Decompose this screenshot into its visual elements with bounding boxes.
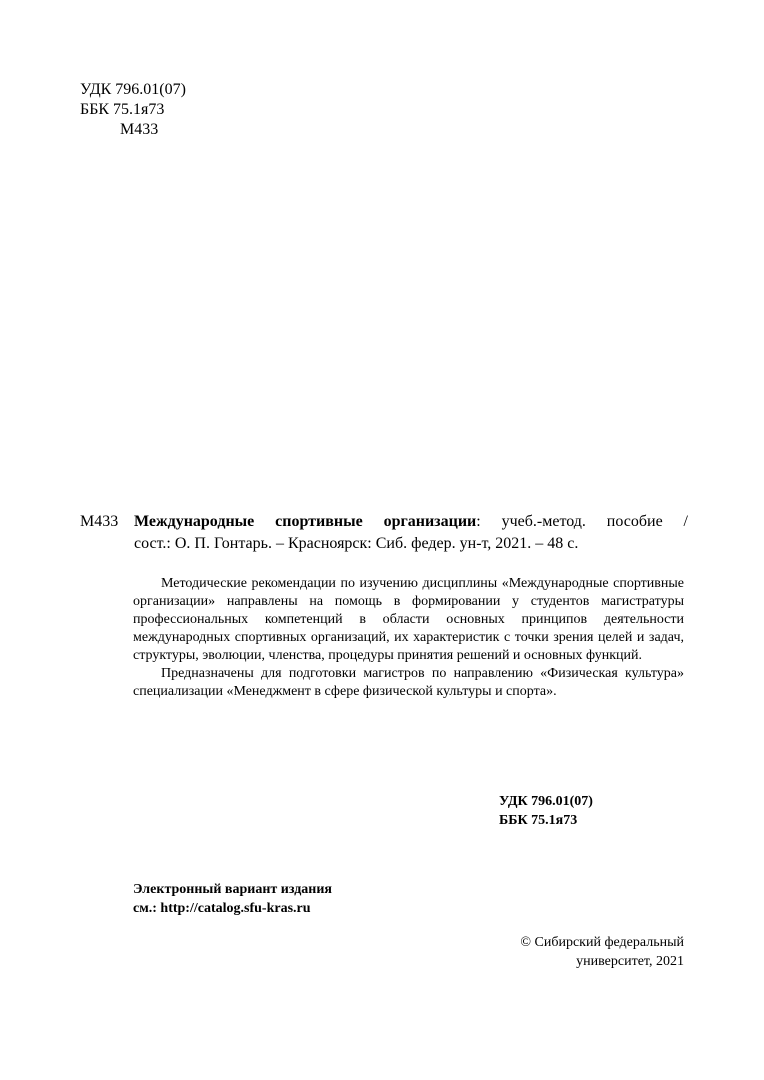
bib-author-mark: М433 [80,513,119,530]
electronic-version-label: Электронный вариант издания [133,882,332,897]
copyright-line-2: университет, 2021 [576,954,684,969]
electronic-version-note [133,880,332,918]
top-bbk-code: ББК 75.1я73 [80,101,165,118]
abstract-paragraph-2: Предназначены для подготовки магистров по направлению «Физическая культура» специализации «Менеджмент в сфере физической культуры и спорта». [133,666,684,699]
top-udk-code: УДК 796.01(07) [80,81,186,98]
bib-line-1 [134,511,688,533]
bottom-classification-block [499,792,593,830]
top-classification-block [80,80,186,140]
copyright-line-1: © Сибирский федеральный [520,935,684,950]
bottom-bbk-code: ББК 75.1я73 [499,813,578,828]
bibliographic-record [80,511,688,555]
bib-title: Международные спортивные организации [134,513,477,530]
bib-line-2: сост.: О. П. Гонтарь. – Красноярск: Сиб. федер. ун-т, 2021. – 48 с. [134,535,579,552]
abstract-paragraph-1: Методические рекомендации по изучению дисциплины «Международные спортивные организации» направлены на помощь в формировании у студентов магистратуры профессиональных компетенций в области основных принципов деятельности международных спортивных организаций, их характеристик с точки зрения целей и задач, структуры, эволюции, членства, процедуры принятия решений и основных функций. [133,576,684,663]
top-author-mark: М433 [120,121,159,138]
bottom-udk-code: УДК 796.01(07) [499,794,593,809]
bib-description [134,511,688,555]
abstract-block [133,575,684,701]
bib-line-1-rest: : учеб.-метод. пособие / [476,513,688,530]
electronic-version-link: см.: http://catalog.sfu-kras.ru [133,901,311,916]
copyright-notice [520,933,684,971]
